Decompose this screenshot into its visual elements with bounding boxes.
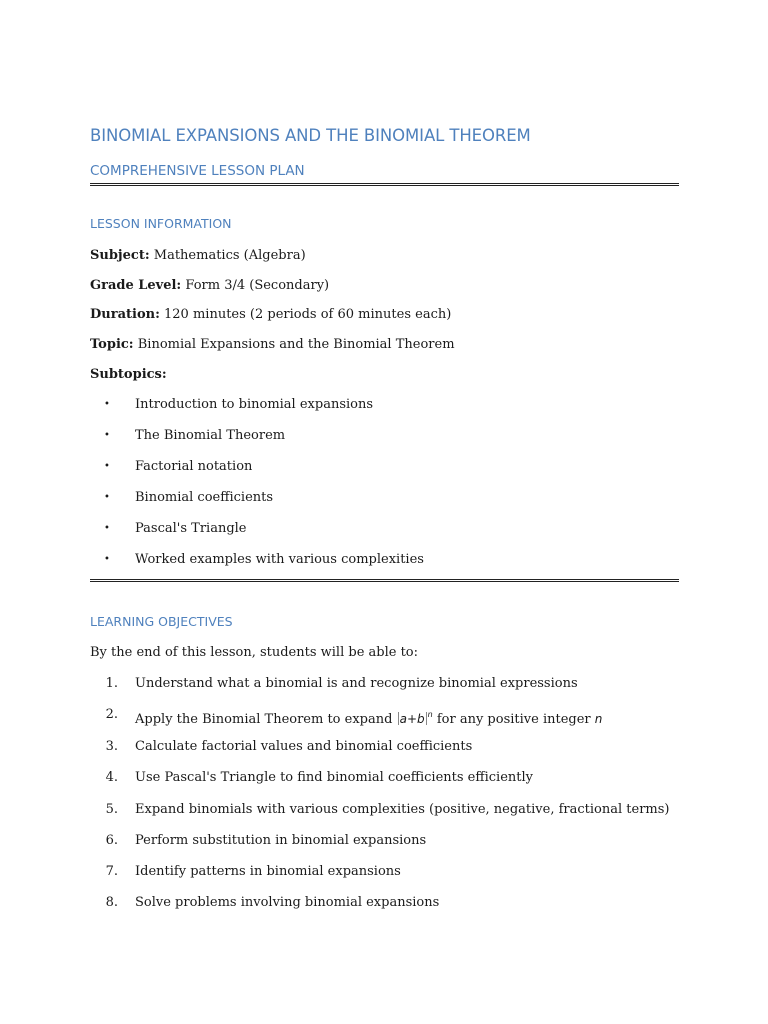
divider-rule — [90, 579, 679, 582]
math-a: a — [399, 712, 407, 726]
list-number: 6. — [105, 833, 118, 848]
subtopic-text: The Binomial Theorem — [135, 428, 286, 443]
duration-label: Duration: — [90, 307, 160, 322]
list-number: 1. — [105, 676, 118, 691]
list-number: 2. — [105, 707, 118, 722]
duration-line — [90, 307, 451, 323]
list-number: 8. — [105, 895, 118, 910]
bullet-mark: • — [104, 554, 110, 565]
objective-text-after: for any positive integer — [436, 712, 591, 727]
objective-text: Expand binomials with various complexities (positive, negative, fractional terms) — [135, 802, 670, 817]
paren-left — [398, 712, 399, 725]
document-subtitle: COMPREHENSIVE LESSON PLAN — [90, 163, 305, 179]
subtopic-text: Introduction to binomial expansions — [135, 397, 374, 412]
objective-text-before: Apply the Binomial Theorem to expand — [135, 712, 393, 727]
bullet-mark: • — [104, 523, 110, 534]
math-n: n — [594, 712, 603, 726]
bullet-mark: • — [104, 430, 110, 441]
section-heading-lesson-information: LESSON INFORMATION — [90, 216, 232, 231]
list-number: 7. — [105, 864, 118, 879]
objective-text — [135, 707, 602, 728]
document-title: BINOMIAL EXPANSIONS AND THE BINOMIAL THEOREM — [90, 126, 531, 145]
bullet-mark: • — [104, 399, 110, 410]
duration-value: 120 minutes (2 periods of 60 minutes each) — [164, 307, 452, 322]
list-number: 4. — [105, 770, 118, 785]
objective-text: Perform substitution in binomial expansions — [135, 833, 427, 848]
objectives-intro: By the end of this lesson, students will be able to: — [90, 645, 419, 660]
subtopic-text: Factorial notation — [135, 459, 253, 474]
grade-level-value: Form 3/4 (Secondary) — [185, 278, 330, 293]
topic-value: Binomial Expansions and the Binomial Theorem — [137, 337, 455, 352]
subject-line — [90, 248, 306, 264]
topic-label: Topic: — [90, 337, 134, 352]
objective-text: Use Pascal's Triangle to find binomial coefficients efficiently — [135, 770, 534, 785]
subject-value: Mathematics (Algebra) — [153, 248, 306, 263]
math-b: b — [417, 712, 425, 726]
subtopic-text: Pascal's Triangle — [135, 521, 247, 536]
subject-label: Subject: — [90, 248, 150, 263]
grade-level-label: Grade Level: — [90, 278, 182, 293]
section-heading-learning-objectives: LEARNING OBJECTIVES — [90, 614, 233, 629]
topic-line — [90, 337, 455, 353]
objective-text: Solve problems involving binomial expansions — [135, 895, 440, 910]
subtopics-label: Subtopics: — [90, 367, 167, 382]
subtopic-text: Binomial coefficients — [135, 490, 274, 505]
math-expression — [397, 712, 433, 726]
list-number: 5. — [105, 802, 118, 817]
grade-level-line — [90, 278, 329, 294]
divider-rule — [90, 183, 679, 186]
math-plus: + — [406, 712, 417, 726]
math-exponent: n — [427, 710, 433, 719]
subtopic-text: Worked examples with various complexities — [135, 552, 424, 567]
bullet-mark: • — [104, 492, 110, 503]
list-number: 3. — [105, 739, 118, 754]
objective-text: Calculate factorial values and binomial coefficients — [135, 739, 473, 754]
objective-text: Identify patterns in binomial expansions — [135, 864, 401, 879]
subtopics-line — [90, 367, 167, 383]
paren-right — [426, 712, 427, 725]
objective-text: Understand what a binomial is and recognize binomial expressions — [135, 676, 578, 691]
bullet-mark: • — [104, 461, 110, 472]
